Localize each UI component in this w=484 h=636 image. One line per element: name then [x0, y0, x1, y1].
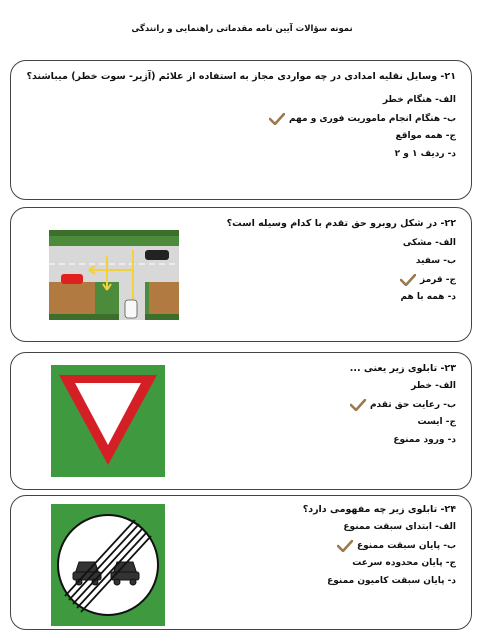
option-d[interactable]: د- ورود ممنوع: [393, 435, 456, 445]
option-a[interactable]: الف- ابتدای سبقت ممنوع: [343, 522, 456, 532]
question-text: ۲۱- وسایل نقلیه امدادی در چه مواردی مجاز به استفاده از علائم (آژیر- سوت خطر) میباشند؟: [26, 71, 456, 82]
option-a[interactable]: الف- خطر: [411, 381, 456, 391]
option-b[interactable]: ب- هنگام انجام ماموریت فوری و مهم: [269, 113, 456, 125]
option-b[interactable]: ب- رعایت حق تقدم: [350, 399, 456, 411]
check-mark-icon: [269, 113, 285, 125]
question-text: ۲۲- در شکل روبرو حق تقدم با کدام وسیله است؟: [226, 218, 456, 229]
check-mark-icon: [350, 399, 366, 411]
option-c[interactable]: ج- قرمز: [400, 274, 456, 286]
question-card-22: [10, 207, 472, 342]
option-c[interactable]: ج- همه مواقع: [395, 131, 456, 141]
page-title: نمونه سؤالات آیین نامه مقدماتی راهنمایی و رانندگی: [131, 24, 353, 34]
question-text: ۲۴- تابلوی زیر چه مفهومی دارد؟: [302, 504, 456, 515]
option-a[interactable]: الف- مشکی: [402, 238, 456, 248]
option-b[interactable]: ب- سفید: [415, 256, 456, 266]
option-d[interactable]: د- پایان سبقت کامیون ممنوع: [327, 576, 456, 586]
option-d[interactable]: د- همه با هم: [400, 292, 456, 302]
check-mark-icon: [400, 274, 416, 286]
question-card-21: [10, 60, 472, 200]
option-d[interactable]: د- ردیف ۱ و ۲: [394, 149, 456, 159]
end-of-no-overtaking-sign-icon: [51, 504, 165, 626]
option-a[interactable]: الف- هنگام خطر: [382, 95, 456, 105]
option-b[interactable]: ب- پایان سبقت ممنوع: [337, 540, 456, 552]
question-card-23: [10, 352, 472, 490]
question-card-24: [10, 495, 472, 630]
question-text: ۲۳- تابلوی زیر یعنی ...: [349, 363, 456, 374]
option-c[interactable]: ج- پایان محدوده سرعت: [352, 558, 456, 568]
intersection-diagram: [49, 230, 179, 320]
yield-sign-icon: [51, 365, 165, 477]
check-mark-icon: [337, 540, 353, 552]
option-c[interactable]: ج- ایست: [417, 417, 456, 427]
